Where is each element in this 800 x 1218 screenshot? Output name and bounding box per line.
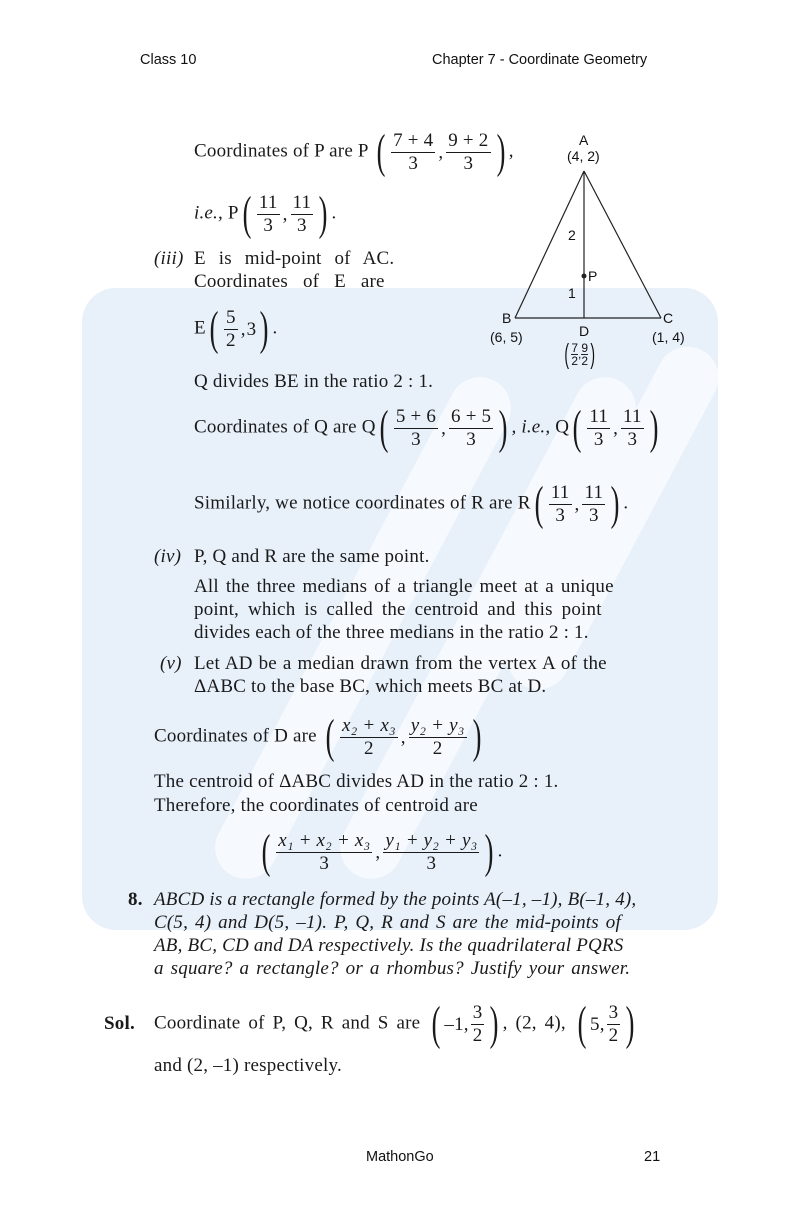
solution-label: Sol. [104, 1013, 135, 1034]
q-coordinates-line: Coordinates of Q are Q ( $\frac{5 + 6}{3}$ , $\frac{6 + 5}{3}$ ) , i.e., Q ( $\frac{11}{3}$ , $\frac{11}{3}$ ) [194, 401, 659, 454]
part-v-line: ΔABC to the base BC, which meets BC at D. [194, 676, 547, 697]
point-d-coord: ( 7 2 , 9 2 ) [564, 338, 596, 369]
question-line: a square? a rectangle? or a rhombus? Justify your answer. [154, 958, 631, 979]
part-iii-marker: (iii) [154, 248, 184, 269]
triangle-diagram [480, 125, 700, 375]
vertex-b-label: B [502, 310, 512, 326]
centroid-line2: Therefore, the coordinates of centroid are [154, 795, 478, 816]
centroid-formula: ( $\frac{\text{x₁ + x₂ + x₃}}{3}$ , $\frac{\text{y₁ + y₂ + y₃}}{3}$ ) . [261, 825, 503, 878]
part-v-line: Let AD be a median drawn from the vertex A of the [194, 653, 607, 674]
part-iv-line1: P, Q and R are the same point. [194, 546, 430, 567]
ratio-2-label: 2 [568, 227, 576, 243]
header-chapter: Chapter 7 - Coordinate Geometry [432, 52, 648, 68]
question-line: ABCD is a rectangle formed by the points A(–1, –1), B(–1, 4), [154, 889, 637, 910]
vertex-a-coord: (4, 2) [567, 148, 600, 164]
footer-brand: MathonGo [366, 1149, 434, 1165]
centroid-line1: The centroid of ΔABC divides AD in the ratio 2 : 1. [154, 771, 559, 792]
point-p-label: P [588, 268, 598, 284]
vertex-c-coord: (1, 4) [652, 329, 685, 345]
vertex-c-label: C [663, 310, 674, 326]
part-iii-line1: E is mid-point of AC. [194, 248, 395, 269]
p-simplified-line: i.e., P ( $\frac{11}{3}$ , $\frac{11}{3}$ ) . [194, 187, 337, 240]
part-iv-marker: (iv) [154, 546, 182, 567]
ratio-1-label: 1 [568, 285, 576, 301]
part-iii-line2: Coordinates of E are [194, 271, 385, 292]
e-coordinates: E ( $\frac{5}{2}$ , 3 ) . [194, 302, 278, 355]
part-iv-para-line: All the three medians of a triangle meet at a unique [194, 576, 614, 597]
question-number: 8. [128, 889, 143, 910]
part-iv-para-line: divides each of the three medians in the ratio 2 : 1. [194, 622, 589, 643]
solution-line1: Coordinate of P, Q, R and S are ( –1, $\frac{3}{2}$ ) , (2, 4), ( 5, $\frac{3}{2}$ ) [154, 997, 635, 1050]
point-d-label: D [579, 323, 590, 339]
p-fraction-expression: ( $\frac{7 + 4}{3}$ , $\frac{9 + 2}{3}$ ) [376, 125, 506, 178]
r-coordinates-line: Similarly, we notice coordinates of R are R ( $\frac{11}{3}$ , $\frac{11}{3}$ ) . [194, 477, 629, 530]
question-line: C(5, 4) and D(5, –1). P, Q, R and S are the mid-points of [154, 912, 621, 933]
part-iv-para-line: point, which is called the centroid and this point [194, 599, 602, 620]
question-line: AB, BC, CD and DA respectively. Is the quadrilateral PQRS [154, 935, 624, 956]
page-number: 21 [644, 1149, 661, 1165]
p-coordinates-line: Coordinates of P are P ( $\frac{7 + 4}{3}$ , $\frac{9 + 2}{3}$ ) , [194, 125, 514, 178]
part-v-marker: (v) [160, 653, 182, 674]
d-coordinates-line: Coordinates of D are ( $\frac{\text{x₂ + x₃}}{2}$ , $\frac{\text{y₂ + y₃}}{2}$ ) [154, 710, 482, 763]
solution-line2: and (2, –1) respectively. [154, 1055, 342, 1076]
q-divides-line: Q divides BE in the ratio 2 : 1. [194, 371, 434, 392]
header-class: Class 10 [140, 52, 197, 68]
vertex-a-label: A [579, 132, 589, 148]
vertex-b-coord: (6, 5) [490, 329, 523, 345]
